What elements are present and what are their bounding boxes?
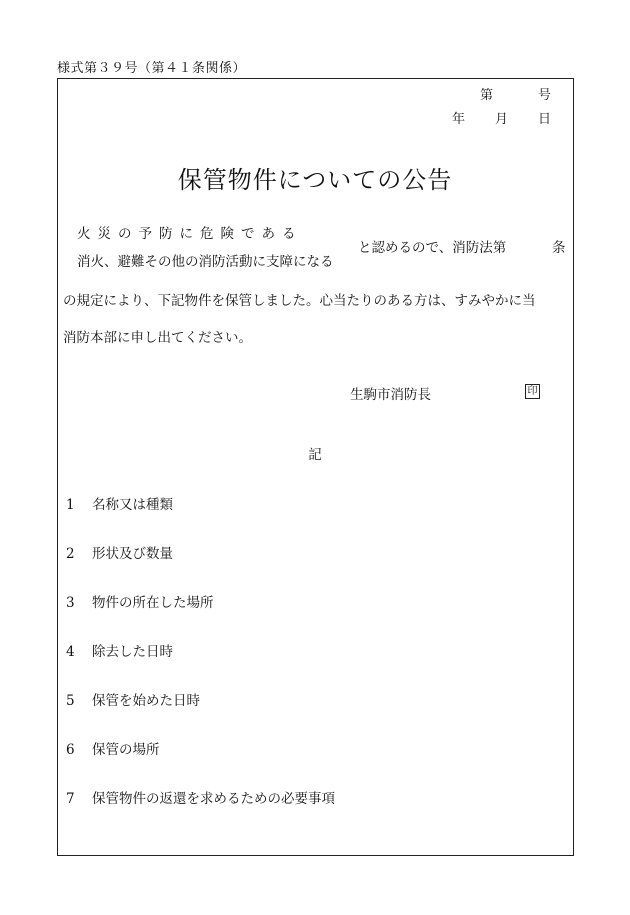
item-number: 2: [66, 546, 75, 562]
date-month: 月: [495, 112, 509, 127]
list-item: [66, 787, 335, 807]
reason-option-danger: 火災の予防に危険である: [77, 226, 303, 242]
list-item: [66, 542, 173, 562]
date-year: 年: [452, 112, 466, 127]
form-number-label: 様式第３９号（第４１条関係）: [57, 61, 247, 76]
item-label: 除去した日時: [92, 644, 173, 660]
notice-line-3: 消防本部に申し出てください。: [63, 330, 252, 346]
list-item: [66, 493, 173, 513]
list-item: [66, 591, 214, 611]
doc-number-suffix: 号: [538, 88, 552, 103]
law-reference-text: と認めるので、消防法第: [358, 240, 507, 256]
item-label: 名称又は種類: [92, 497, 173, 513]
notice-line-2: の規定により、下記物件を保管しました。心当たりのある方は、すみやかに当: [63, 293, 536, 309]
item-number: 6: [66, 742, 75, 758]
date-day: 日: [538, 112, 552, 127]
signatory: 生駒市消防長: [350, 387, 431, 403]
item-number: 7: [66, 791, 75, 807]
item-number: 5: [66, 693, 75, 709]
item-number: 1: [66, 497, 75, 513]
item-label: 形状及び数量: [92, 546, 173, 562]
seal-mark: 印: [525, 384, 540, 399]
list-item: [66, 689, 200, 709]
item-label: 物件の所在した場所: [92, 595, 214, 611]
item-label: 保管の場所: [92, 742, 160, 758]
law-article-label: 条: [552, 240, 566, 256]
page-title: 保管物件についての公告: [177, 166, 453, 194]
item-label: 保管を始めた日時: [92, 693, 200, 709]
list-item: [66, 738, 160, 758]
item-label: 保管物件の返還を求めるための必要事項: [92, 791, 335, 807]
item-number: 4: [66, 644, 75, 660]
reason-option-obstruction: 消火、避難その他の消防活動に支障になる: [77, 254, 334, 270]
list-item: [66, 640, 173, 660]
doc-number-prefix: 第: [480, 88, 494, 103]
ki-heading: 記: [308, 447, 322, 463]
item-number: 3: [66, 595, 75, 611]
